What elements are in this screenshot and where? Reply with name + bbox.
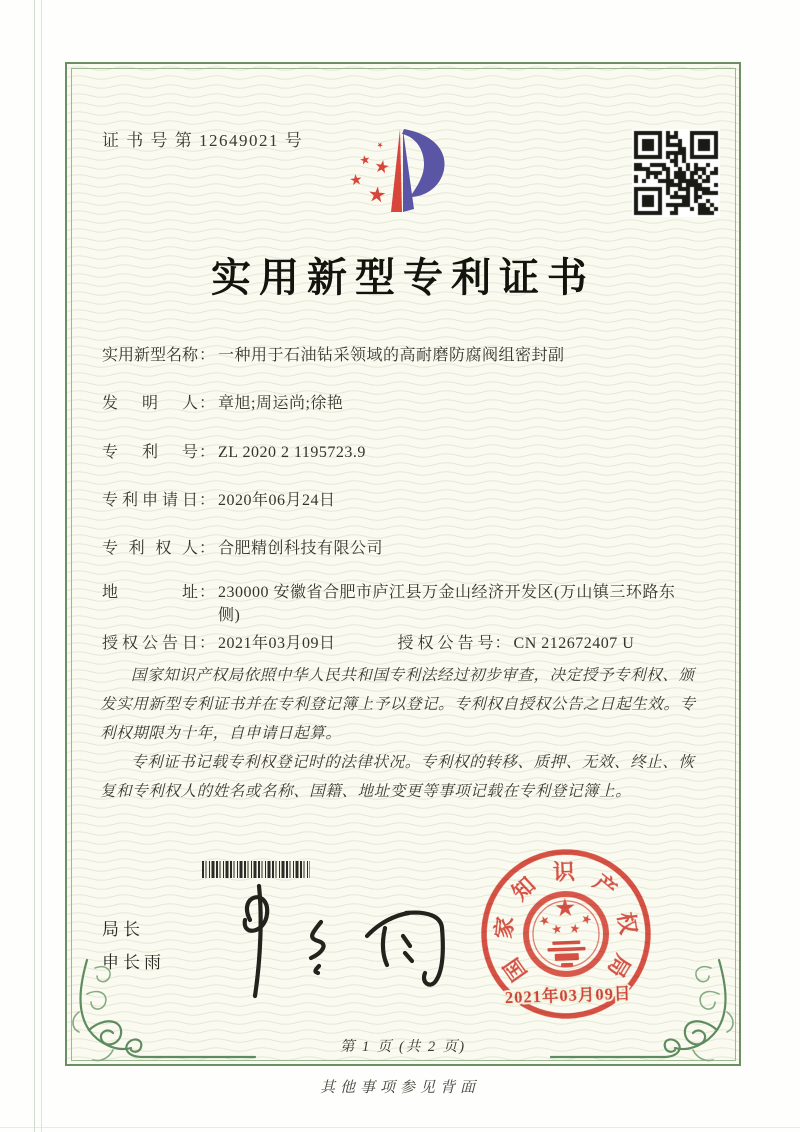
field-label: 专利号: [102, 444, 198, 461]
colon: ：: [199, 635, 216, 652]
back-note: 其他事项参见背面: [319, 1080, 480, 1096]
colon: ：: [494, 635, 511, 652]
grant-date-value: 2021年03月09日: [218, 635, 336, 652]
field-row-grant: [102, 632, 634, 655]
field-label: 地址: [102, 584, 198, 601]
field-label: 授权公告日: [102, 635, 198, 652]
page-number: 第 1 页 (共 2 页): [339, 1039, 467, 1055]
certificate-frame: [65, 62, 741, 1066]
field-label: 专利申请日: [102, 492, 198, 509]
grant-number-value: CN 212672407 U: [513, 635, 635, 652]
corner-flourish-left: [65, 954, 257, 1066]
field-label: 实用新型名称: [102, 347, 199, 364]
field-label: 发明人: [102, 395, 198, 412]
corner-flourish-right: [549, 954, 741, 1066]
field-value: 230000 安徽省合肥市庐江县万金山经济开发区(万山镇三环路东侧): [218, 584, 676, 625]
svg-text:局: 局: [602, 950, 636, 982]
qr-code: [632, 129, 720, 217]
field-row-patentee: [102, 537, 383, 560]
colon: ：: [199, 540, 216, 557]
seal-date: 2021年03月09日: [504, 983, 632, 1008]
field-value: 合肥精创科技有限公司: [218, 540, 384, 557]
cnipa-logo-icon: [348, 124, 450, 216]
director-name: 申长雨: [102, 953, 165, 972]
svg-text:国: 国: [498, 953, 532, 986]
director-title: 局长: [102, 920, 144, 939]
field-row-name: [102, 344, 565, 367]
colon: ：: [199, 395, 216, 412]
colon: ：: [199, 584, 216, 601]
field-label: 专利权人: [102, 540, 198, 557]
svg-text:产: 产: [588, 869, 622, 903]
field-label: 授权公告号: [397, 635, 494, 652]
field-row-inventors: [102, 392, 343, 415]
field-value: ZL 2020 2 1195723.9: [218, 444, 366, 461]
field-value: 章旭;周运尚;徐艳: [218, 395, 344, 412]
svg-text:识: 识: [552, 859, 576, 885]
legal-text: [100, 662, 708, 807]
field-row-address: [102, 581, 696, 627]
colon: ：: [199, 444, 216, 461]
field-row-filing-date: [102, 489, 336, 512]
field-value: 一种用于石油钻采领域的高耐磨防腐阀组密封副: [218, 347, 565, 364]
colon: ：: [199, 347, 216, 364]
page-spine-edge: [34, 0, 42, 1132]
legal-paragraph-2: 专利证书记载专利权登记时的法律状况。专利权的转移、质押、无效、终止、恢复和专利权人的姓名或名称、国籍、地址变更等事项记载在专利登记簿上。: [100, 753, 695, 800]
certificate-number: 证 书 号 第 12649021 号: [102, 131, 304, 150]
svg-text:家: 家: [490, 915, 518, 940]
legal-paragraph-1: 国家知识产权局依照中华人民共和国专利法经过初步审查，决定授予专利权、颁发实用新型专利证书并在专利登记簿上予以登记。专利权自授权公告之日起生效。专利权期限为十年，自申请日起算。: [100, 667, 696, 742]
svg-text:知: 知: [507, 872, 541, 906]
certificate-title: 实用新型专利证书: [211, 255, 595, 300]
field-value: 2020年06月24日: [218, 492, 336, 509]
field-row-patent-number: [102, 441, 366, 464]
page-bottom-edge: [0, 1127, 800, 1128]
svg-text:权: 权: [612, 910, 642, 937]
colon: ：: [199, 492, 216, 509]
